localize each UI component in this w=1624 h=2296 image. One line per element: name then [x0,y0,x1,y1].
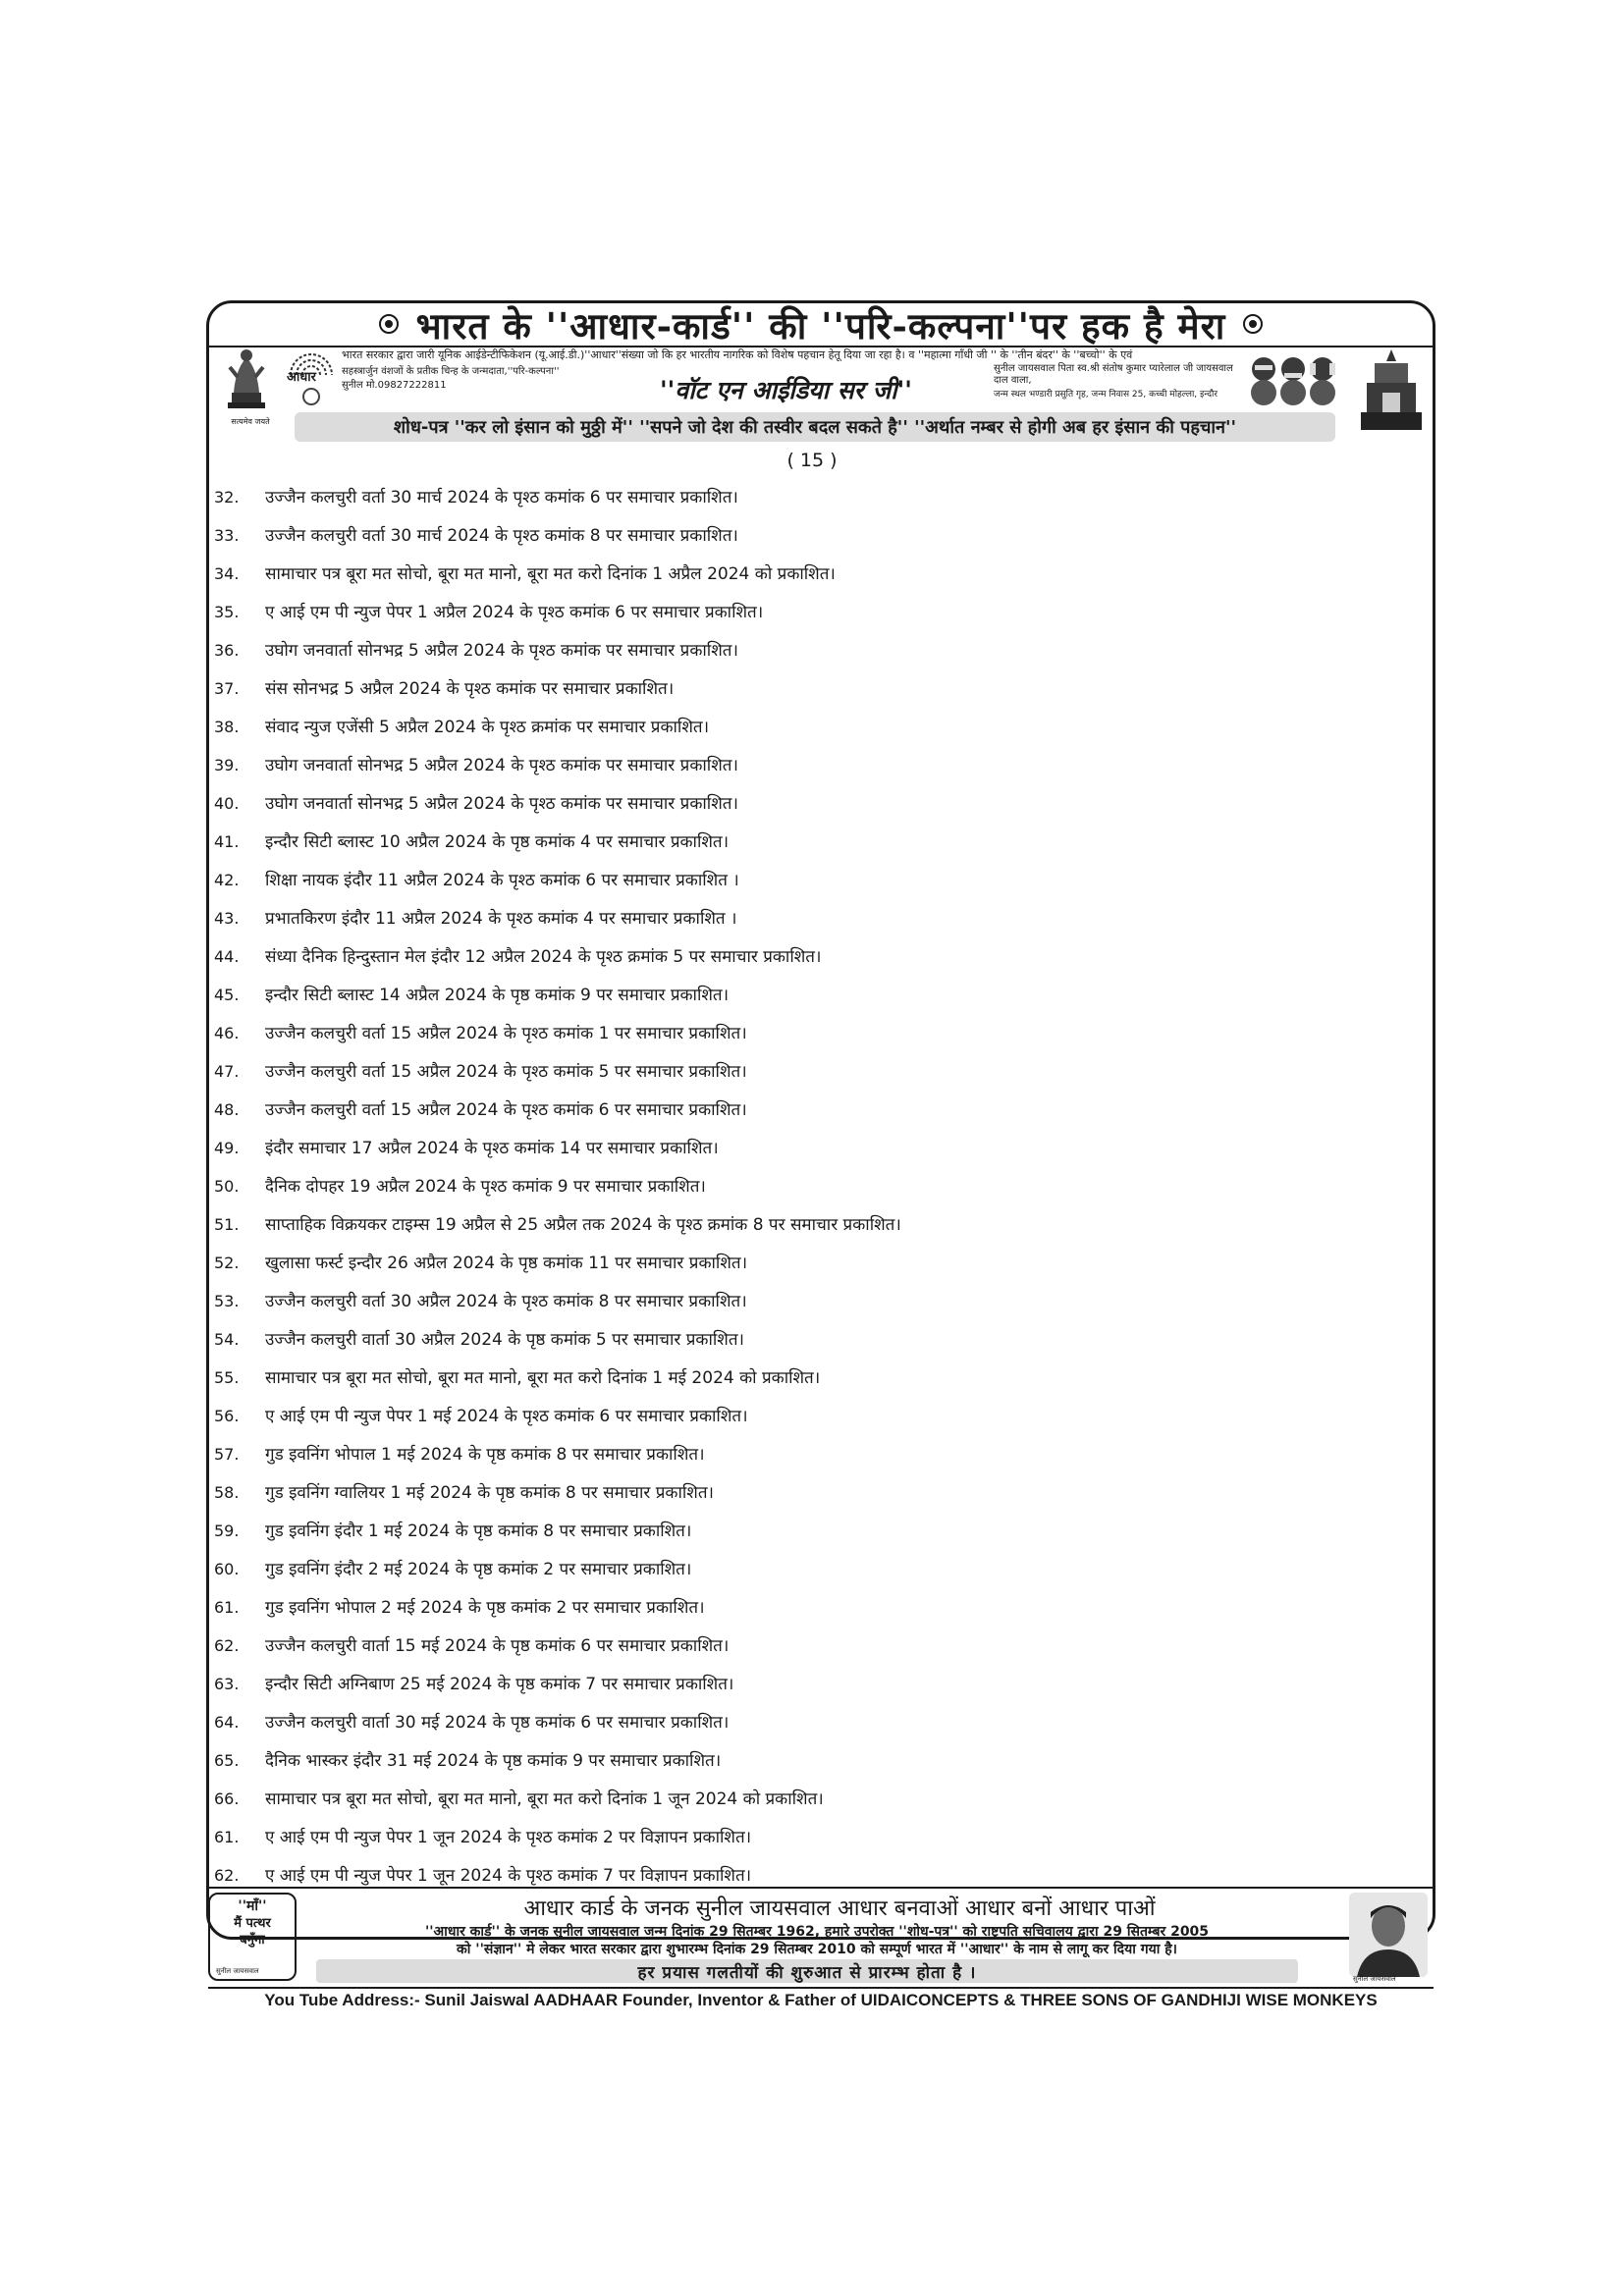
item-number: 62. [214,1866,240,1885]
list-item [214,791,1422,829]
item-number: 66. [214,1789,240,1808]
item-number: 65. [214,1751,240,1770]
portrait-caption: सुनील जायसवाल [1353,1975,1396,1983]
maa-quote: ''माँ'' [238,1898,267,1914]
circle-ornament-icon [379,314,399,334]
list-item [214,523,1422,561]
item-text: दैनिक दोपहर 19 अप्रैल 2024 के पृश्ठ कमांक 9 पर समाचार प्रकाशित। [265,1177,706,1197]
footer-text-line1: ''आधार कार्ड'' के जनक सुनील जायसवाल जन्म दिनांक 29 सितम्बर 1962, हमारे उपरोक्त ''शोध-पत्र'' को राष्ट्रपति सचिवालय द्वारा 29 सितम्बर 2005 [424,1924,1210,1940]
header-birthplace-line: जन्म स्थल भण्डारी प्रसुति गृह, जन्म निवास 25, कच्ची मोहल्ला, इन्दौर [994,390,1218,400]
header-description-line2: सहस्त्रार्जुन वंशजों के प्रतीक चिन्ह के जन्मदाता,''परि-कल्पना'' [342,366,560,377]
item-number: 35. [214,603,240,621]
footer-tagline: आधार कार्ड के जनक सुनील जायसवाल आधार बनवाओं आधार बनों आधार पाओं [523,1896,1156,1921]
item-number: 41. [214,832,240,851]
item-text: उज्जैन कलचुरी वर्ता 15 अप्रैल 2024 के पृश्ठ कमांक 5 पर समाचार प्रकाशित। [265,1062,747,1082]
footer-text-line2: को ''संज्ञान'' मे लेकर भारत सरकार द्वारा शुभारम्भ दिनांक 29 सितम्बर 2010 को सम्पूर्ण भारत में ''आधार'' के नाम से लागू कर दिया गया है। [457,1942,1177,1957]
list-item [214,561,1422,600]
list-item [214,1748,1422,1787]
list-item [214,1404,1422,1442]
item-text: शिक्षा नायक इंदौर 11 अप्रैल 2024 के पृश्ठ कमांक 6 पर समाचार प्रकाशित । [265,871,739,890]
list-item [214,868,1422,906]
list-item [214,944,1422,983]
item-text: उज्जैन कलचुरी वर्ता 15 अप्रैल 2024 के पृश्ठ कमांक 6 पर समाचार प्रकाशित। [265,1100,747,1120]
item-number: 60. [214,1560,240,1578]
item-number: 63. [214,1675,240,1693]
list-item [214,1825,1422,1863]
item-text: उज्जैन कलचुरी वार्ता 30 अप्रैल 2024 के पृष्ठ कमांक 5 पर समाचार प्रकाशित। [265,1330,744,1350]
item-text: ए आई एम पी न्युज पेपर 1 जून 2024 के पृश्ठ कमांक 7 पर विज्ञापन प्रकाशित। [265,1866,752,1886]
list-item [214,600,1422,638]
item-text: गुड इवनिंग भोपाल 1 मई 2024 के पृष्ठ कमांक 8 पर समाचार प्रकाशित। [265,1445,705,1465]
list-item [214,1327,1422,1365]
item-text: इन्दौर सिटी ब्लास्ट 10 अप्रैल 2024 के पृष्ठ कमांक 4 पर समाचार प्रकाशित। [265,832,730,852]
item-number: 56. [214,1407,240,1425]
item-number: 59. [214,1522,240,1540]
item-text: दैनिक भास्कर इंदौर 31 मई 2024 के पृष्ठ कमांक 9 पर समाचार प्रकाशित। [265,1751,722,1771]
item-number: 52. [214,1254,240,1272]
item-text: उघोग जनवार्ता सोनभद्र 5 अप्रैल 2024 के पृश्ठ कमांक पर समाचार प्रकाशित। [265,756,738,775]
list-item [214,1787,1422,1825]
item-number: 57. [214,1445,240,1464]
list-item [214,983,1422,1021]
item-number: 64. [214,1713,240,1732]
item-number: 45. [214,986,240,1004]
list-item [214,676,1422,715]
footer [208,1887,1434,1987]
item-text: गुड इवनिंग इंदौर 1 मई 2024 के पृष्ठ कमांक 8 पर समाचार प्रकाशित। [265,1522,692,1541]
item-text: उज्जैन कलचुरी वर्ता 15 अप्रैल 2024 के पृश्ठ कमांक 1 पर समाचार प्रकाशित। [265,1024,747,1043]
item-number: 55. [214,1368,240,1387]
item-number: 39. [214,756,240,774]
item-number: 36. [214,641,240,660]
item-text: संध्या दैनिक हिन्दुस्तान मेल इंदौर 12 अप्रैल 2024 के पृश्ठ क्रमांक 5 पर समाचार प्रकाशित। [265,947,822,967]
page-number: ( 15 ) [786,450,838,471]
item-text: प्रभातकिरण इंदौर 11 अप्रैल 2024 के पृश्ठ कमांक 4 पर समाचार प्रकाशित । [265,909,737,929]
three-monkeys-icon [1249,349,1337,408]
list-item [214,906,1422,944]
list-item [214,1251,1422,1289]
circle-ornament-icon [1243,314,1263,334]
list-item [214,1097,1422,1136]
monument-icon [1357,346,1426,436]
item-text: साप्ताहिक विक्रयकर टाइम्स 19 अप्रैल से 25 अप्रैल तक 2024 के पृश्ठ क्रमांक 8 पर समाचार प्रकाशित। [265,1215,901,1235]
item-text: सामाचार पत्र बूरा मत सोचो, बूरा मत मानो, बूरा मत करो दिनांक 1 जून 2024 को प्रकाशित। [265,1789,824,1809]
item-text: उज्जैन कलचुरी वर्ता 30 अप्रैल 2024 के पृश्ठ कमांक 8 पर समाचार प्रकाशित। [265,1292,747,1311]
item-number: 46. [214,1024,240,1042]
item-number: 43. [214,909,240,928]
list-item [214,638,1422,676]
item-text: उज्जैन कलचुरी वर्ता 30 मार्च 2024 के पृश्ठ कमांक 8 पर समाचार प्रकाशित। [265,526,738,546]
list-item [214,715,1422,753]
header-title-bar [208,302,1434,347]
list-item [214,1174,1422,1212]
list-item [214,1519,1422,1557]
list-item [214,1212,1422,1251]
list-item [214,1557,1422,1595]
page-title: भारत के ''आधार-कार्ड'' की ''परि-कल्पना''पर हक है मेरा [415,303,1226,347]
item-number: 53. [214,1292,240,1310]
item-text: संवाद न्युज एजेंसी 5 अप्रैल 2024 के पृश्ठ क्रमांक पर समाचार प्रकाशित। [265,718,710,737]
item-text: सामाचार पत्र बूरा मत सोचो, बूरा मत मानो, बूरा मत करो दिनांक 1 अप्रैल 2024 को प्रकाशित। [265,564,836,584]
list-item [214,1059,1422,1097]
footer-quote-bar: हर प्रयास गलतीयों की शुरुआत से प्रारम्भ होता है । [316,1959,1298,1983]
research-paper-banner: शोध-पत्र ''कर लो इंसान को मुठ्ठी में'' ''सपने जो देश की तस्वीर बदल सकते है'' ''अर्थात नम्बर से होगी अब हर इंसान की पहचान'' [295,412,1335,442]
item-text: इन्दौर सिटी ब्लास्ट 14 अप्रैल 2024 के पृष्ठ कमांक 9 पर समाचार प्रकाशित। [265,986,730,1005]
item-text: उघोग जनवार्ता सोनभद्र 5 अप्रैल 2024 के पृश्ठ कमांक पर समाचार प्रकाशित। [265,794,738,814]
list-item [214,1365,1422,1404]
item-text: उज्जैन कलचुरी वार्ता 15 मई 2024 के पृष्ठ कमांक 6 पर समाचार प्रकाशित। [265,1636,730,1656]
list-item [214,753,1422,791]
item-text: गुड इवनिंग इंदौर 2 मई 2024 के पृष्ठ कमांक 2 पर समाचार प्रकाशित। [265,1560,692,1579]
maa-line1: मैं पत्थर [234,1916,271,1931]
item-text: खुलासा फर्स्ट इन्दौर 26 अप्रैल 2024 के पृष्ठ कमांक 11 पर समाचार प्रकाशित। [265,1254,748,1273]
item-number: 37. [214,679,240,698]
item-number: 34. [214,564,240,583]
list-item [214,1633,1422,1672]
publication-list [214,485,1422,1901]
item-number: 48. [214,1100,240,1119]
item-number: 54. [214,1330,240,1349]
header-phone: सुनील मो.09827222811 [342,380,447,391]
item-text: ए आई एम पी न्युज पेपर 1 मई 2024 के पृश्ठ कमांक 6 पर समाचार प्रकाशित। [265,1407,748,1426]
item-number: 47. [214,1062,240,1081]
item-text: उघोग जनवार्ता सोनभद्र 5 अप्रैल 2024 के पृश्ठ कमांक पर समाचार प्रकाशित। [265,641,738,661]
item-number: 50. [214,1177,240,1196]
item-text: इंदौर समाचार 17 अप्रैल 2024 के पृश्ठ कमांक 14 पर समाचार प्रकाशित। [265,1139,719,1158]
emblem-caption: सत्यमेव जयते [231,417,270,426]
aadhaar-logo-text: आधार [287,370,316,385]
item-text: ए आई एम पी न्युज पेपर 1 जून 2024 के पृश्ठ कमांक 2 पर विज्ञापन प्रकाशित। [265,1828,752,1847]
list-item [214,1442,1422,1480]
item-number: 61. [214,1828,240,1846]
item-text: संस सोनभद्र 5 अप्रैल 2024 के पृश्ठ कमांक पर समाचार प्रकाशित। [265,679,675,699]
header-description-line: भारत सरकार द्वारा जारी यूनिक आईडेन्टीफिकेशन (यू.आई.डी.)''आधार''संख्या जो कि हर भारतीय नागरिक को विशेष पहचान हेतू दिया जा रहा है। व ''महात्मा गाँधी जी '' के ''तीन बंदर'' के ''बच्चो'' के एवं [342,348,1133,361]
item-number: 51. [214,1215,240,1234]
item-number: 38. [214,718,240,736]
item-number: 61. [214,1598,240,1617]
slogan: ''वॉट एन आईडिया सर जी'' [660,376,912,404]
header-author-line: सुनील जायसवाल पिता स्व.श्री संतोष कुमार प्यारेलाल जी जायसवाल दाल वाला, [994,363,1233,386]
list-item [214,1136,1422,1174]
list-item [214,1672,1422,1710]
item-number: 44. [214,947,240,966]
item-number: 58. [214,1483,240,1502]
item-text: इन्दौर सिटी अग्निबाण 25 मई 2024 के पृष्ठ कमांक 7 पर समाचार प्रकाशित। [265,1675,734,1694]
item-number: 62. [214,1636,240,1655]
item-number: 33. [214,526,240,545]
item-text: गुड इवनिंग ग्वालियर 1 मई 2024 के पृष्ठ कमांक 8 पर समाचार प्रकाशित। [265,1483,714,1503]
list-item [214,1480,1422,1519]
list-item [214,1710,1422,1748]
item-number: 49. [214,1139,240,1157]
item-number: 40. [214,794,240,813]
item-text: सामाचार पत्र बूरा मत सोचो, बूरा मत मानो, बूरा मत करो दिनांक 1 मई 2024 को प्रकाशित। [265,1368,821,1388]
youtube-address: You Tube Address:- Sunil Jaiswal AADHAAR Founder, Inventor & Father of UIDAICONCEPTS & THREE SONS OF GANDHIJI WISE MONKEYS [208,1987,1434,2012]
list-item [214,829,1422,868]
item-number: 42. [214,871,240,889]
list-item [214,1021,1422,1059]
list-item [214,1595,1422,1633]
item-text: ए आई एम पी न्युज पेपर 1 अप्रैल 2024 के पृश्ठ कमांक 6 पर समाचार प्रकाशित। [265,603,764,622]
maa-line2: बनुँगा [240,1933,265,1948]
item-text: उज्जैन कलचुरी वार्ता 30 मई 2024 के पृष्ठ कमांक 6 पर समाचार प्रकाशित। [265,1713,730,1733]
list-item [214,485,1422,523]
item-text: उज्जैन कलचुरी वर्ता 30 मार्च 2024 के पृश्ठ कमांक 6 पर समाचार प्रकाशित। [265,488,738,507]
item-text: गुड इवनिंग भोपाल 2 मई 2024 के पृष्ठ कमांक 2 पर समाचार प्रकाशित। [265,1598,705,1618]
portrait-photo [1349,1893,1428,1977]
item-number: 32. [214,488,240,507]
maa-badge-caption: सुनील जायसवाल [216,1967,259,1975]
list-item [214,1289,1422,1327]
